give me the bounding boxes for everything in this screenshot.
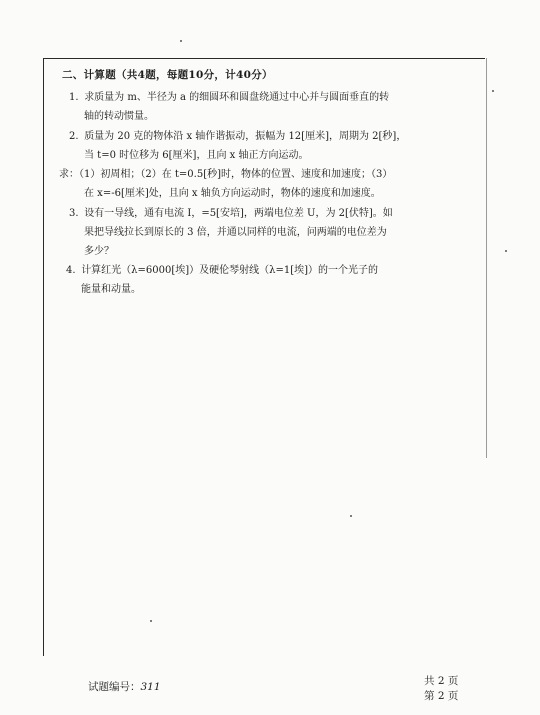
question-text: 设有一导线，通有电流 I，=5[安培]，两端电位差 U，为 2[伏特]。如: [84, 208, 393, 219]
question-4: [66, 261, 378, 299]
question-1: [69, 88, 389, 126]
question-text: 质量为 20 克的物体沿 x 轴作谐振动，振幅为 12[厘米]，周期为 2[秒]，: [84, 131, 407, 142]
frame-left-border: [43, 58, 44, 656]
question-text: 求质量为 m、半径为 a 的细圆环和圆盘绕通过中心并与圆面垂直的转: [84, 92, 390, 103]
question-2: [69, 127, 406, 165]
scan-speck: [492, 90, 494, 92]
question-3: [69, 204, 393, 261]
total-pages: 共 2 页: [424, 675, 459, 687]
question-text: 果把导线拉长到原长的 3 倍，并通以同样的电流，问两端的电位差为: [84, 227, 387, 238]
question-number: 3.: [69, 208, 79, 219]
page-counter: [424, 674, 458, 704]
question-text: 求：（1）初周相；（2）在 t=0.5[秒]时，物体的位置、速度和加速度；（3）: [59, 169, 393, 180]
question-text: 多少？: [84, 246, 114, 257]
exam-code-value: 311: [140, 681, 161, 693]
question-text: 当 t=0 时位移为 6[厘米]，且向 x 轴正方向运动。: [84, 150, 309, 161]
scan-speck: [350, 515, 352, 517]
question-number: 2.: [69, 131, 79, 142]
question-number: 4.: [66, 265, 76, 276]
frame-right-border: [486, 58, 487, 458]
question-text: 轴的转动惯量。: [84, 111, 154, 122]
scan-speck: [150, 620, 152, 622]
question-text: 计算红光（λ=6000[埃]）及硬伦琴射线（λ=1[埃]）的一个光子的: [81, 265, 379, 276]
question-number: 1.: [69, 92, 79, 103]
exam-code-label: 试题编号：: [88, 681, 141, 693]
scan-speck: [180, 40, 182, 42]
section-title: 二、计算题（共4题，每题10分，计40分）: [62, 69, 273, 81]
question-2-continued: [59, 165, 392, 203]
frame-top-border: [43, 58, 485, 59]
question-text: 能量和动量。: [81, 284, 141, 295]
scan-speck: [505, 250, 507, 252]
question-text: 在 x=-6[厘米]处，且向 x 轴负方向运动时，物体的速度和加速度。: [84, 188, 381, 199]
exam-code: [88, 679, 161, 694]
current-page: 第 2 页: [424, 690, 459, 702]
